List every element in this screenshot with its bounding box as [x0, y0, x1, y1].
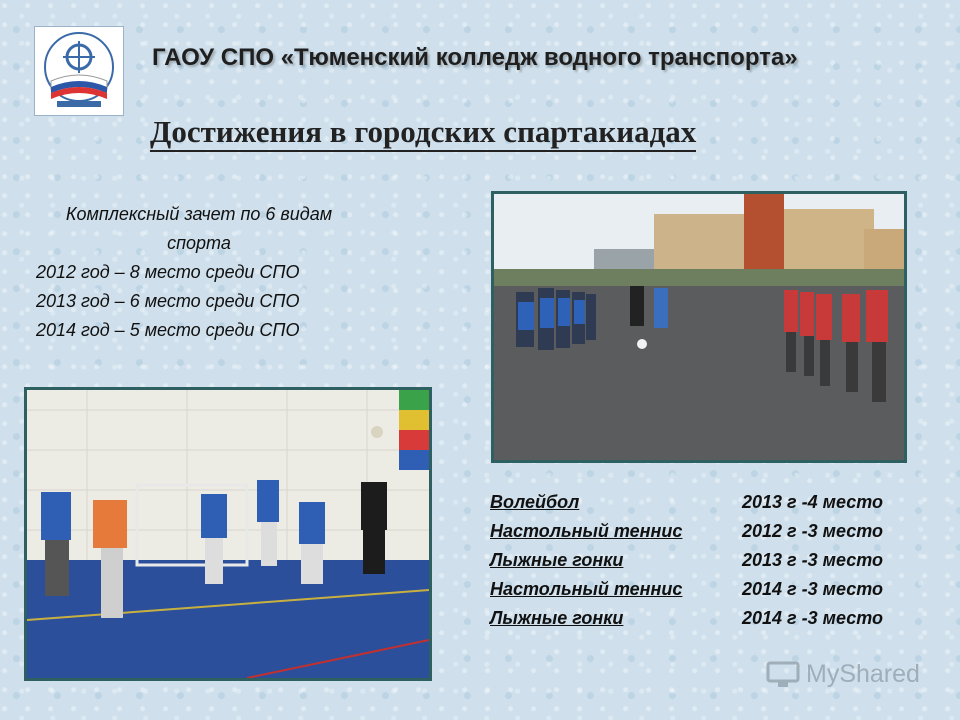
list-item: [490, 517, 920, 546]
watermark: [766, 656, 920, 692]
sport-result: 2013 г -3 место: [742, 550, 883, 570]
sport-name: Волейбол: [490, 492, 580, 512]
college-name-heading: ГАОУ СПО «Тюменский колледж водного транспорта»: [152, 44, 798, 71]
sport-result: 2014 г -3 место: [742, 608, 883, 628]
myshared-logo-icon: [766, 659, 800, 689]
photo-football-lineup: [491, 191, 907, 463]
standing-line: 2014 год – 5 место среди СПО: [36, 320, 300, 340]
standing-line: 2013 год – 6 место среди СПО: [36, 291, 300, 311]
watermark-text: MyShared: [806, 659, 920, 688]
sport-name: Настольный теннис: [490, 521, 683, 541]
list-item: [490, 546, 920, 575]
page-title: Достижения в городских спартакиадах: [150, 114, 696, 152]
sport-name: Настольный теннис: [490, 579, 683, 599]
list-item: [490, 488, 920, 517]
list-item: [490, 604, 920, 633]
college-logo: [34, 26, 124, 116]
standing-line: 2012 год – 8 место среди СПО: [36, 262, 300, 282]
sport-result: 2012 г -3 место: [742, 521, 883, 541]
overall-standings: [36, 200, 436, 345]
sport-result: 2014 г -3 место: [742, 579, 883, 599]
standings-caption-line1: Комплексный зачет по 6 видам: [65, 204, 333, 224]
sport-name: Лыжные гонки: [490, 608, 624, 628]
sport-result: 2013 г -4 место: [742, 492, 883, 512]
college-emblem-icon: [35, 27, 123, 115]
standings-caption-line2: спорта: [167, 233, 231, 253]
photo-volleyball-gym: [24, 387, 432, 681]
sport-name: Лыжные гонки: [490, 550, 624, 570]
achievements-list: [490, 488, 920, 633]
list-item: [490, 575, 920, 604]
